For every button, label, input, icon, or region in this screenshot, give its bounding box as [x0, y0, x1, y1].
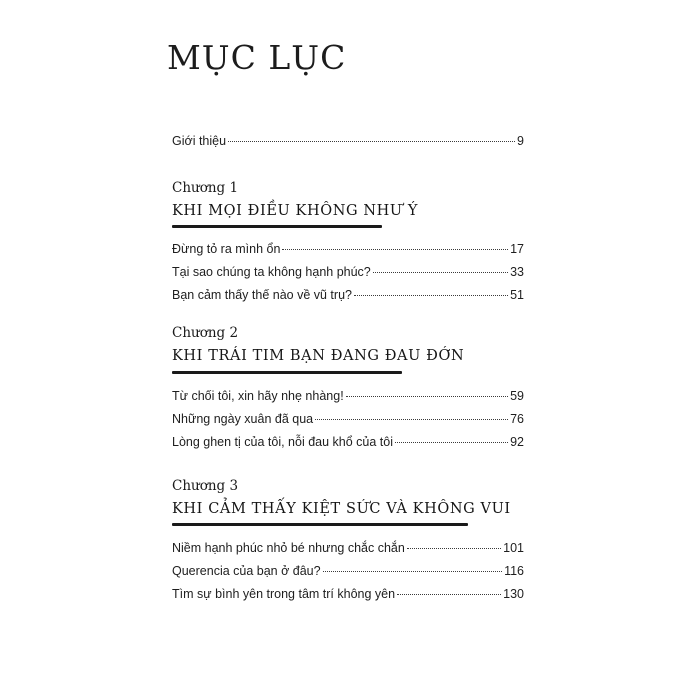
toc-entry: [172, 264, 524, 280]
leader-dots: [282, 249, 508, 250]
chapter-3-label: Chương 3: [172, 478, 239, 494]
toc-entry-label: Niềm hạnh phúc nhỏ bé nhưng chắc chắn: [172, 541, 405, 555]
page-title: MỤC LỤC: [167, 38, 347, 77]
leader-dots: [407, 548, 501, 549]
toc-entry-intro: [172, 133, 524, 149]
chapter-3-title: KHI CẢM THẤY KIỆT SỨC VÀ KHÔNG VUI: [172, 501, 511, 517]
toc-entry-label: Lòng ghen tị của tôi, nỗi đau khổ của tôi: [172, 435, 393, 449]
leader-dots: [228, 141, 515, 142]
toc-entry-label: Những ngày xuân đã qua: [172, 412, 314, 426]
toc-entry: [172, 434, 524, 450]
toc-entry-label: Giới thiệu: [172, 134, 227, 148]
chapter-2-title: KHI TRÁI TIM BẠN ĐANG ĐAU ĐỚN: [172, 348, 465, 364]
toc-entry-label: Querencia của bạn ở đâu?: [172, 564, 321, 578]
toc-entry-page: 9: [517, 134, 524, 148]
toc-entry-page: 101: [503, 541, 524, 555]
leader-dots: [346, 396, 508, 397]
toc-entry: [172, 411, 524, 427]
toc-entry-page: 51: [510, 288, 524, 302]
toc-entry-label: Tại sao chúng ta không hạnh phúc?: [172, 265, 371, 279]
toc-entry-label: Bạn cảm thấy thế nào về vũ trụ?: [172, 288, 352, 302]
leader-dots: [373, 272, 508, 273]
chapter-1-label: Chương 1: [172, 180, 239, 196]
leader-dots: [323, 571, 502, 572]
toc-entry-page: 17: [510, 242, 524, 256]
toc-entry-page: 92: [510, 435, 524, 449]
toc-entry-page: 76: [510, 412, 524, 426]
leader-dots: [354, 295, 508, 296]
toc-entry-label: Đừng tỏ ra mình ổn: [172, 242, 281, 256]
leader-dots: [397, 594, 501, 595]
chapter-2-underline: [172, 371, 402, 374]
toc-entry: [172, 586, 524, 602]
toc-entry-page: 33: [510, 265, 524, 279]
leader-dots: [395, 442, 508, 443]
toc-entry-page: 59: [510, 389, 524, 403]
toc-entry: [172, 388, 524, 404]
chapter-1-title: KHI MỌI ĐIỀU KHÔNG NHƯ Ý: [172, 203, 419, 219]
toc-entry-page: 130: [503, 587, 524, 601]
toc-entry: [172, 241, 524, 257]
chapter-2-label: Chương 2: [172, 325, 239, 341]
toc-entry: [172, 563, 524, 579]
chapter-1-underline: [172, 225, 382, 228]
toc-entry-page: 116: [504, 564, 524, 578]
toc-entry-label: Tìm sự bình yên trong tâm trí không yên: [172, 587, 396, 601]
toc-entry-label: Từ chối tôi, xin hãy nhẹ nhàng!: [172, 389, 344, 403]
leader-dots: [315, 419, 508, 420]
toc-entry: [172, 540, 524, 556]
chapter-3-underline: [172, 523, 468, 526]
toc-entry: [172, 287, 524, 303]
